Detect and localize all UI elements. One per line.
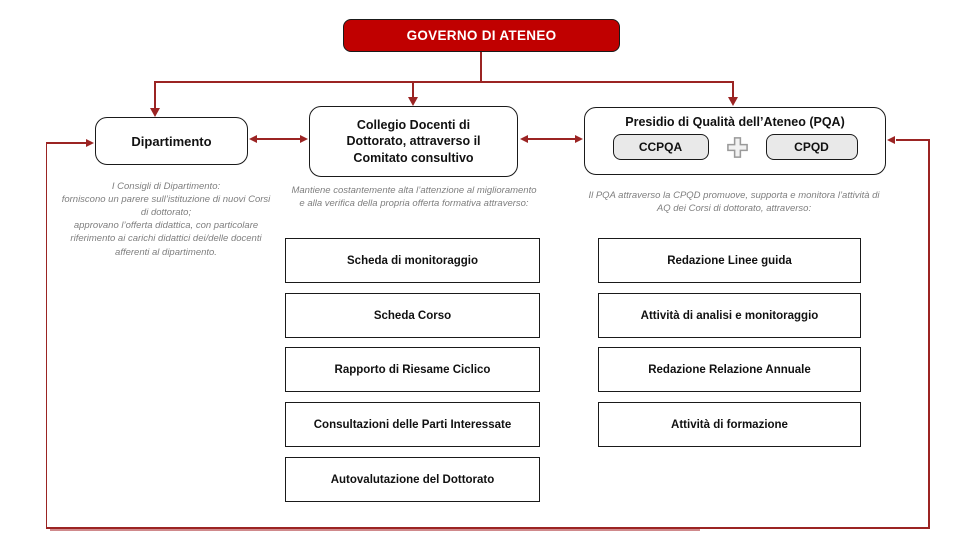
item-label: Attività di formazione xyxy=(671,418,788,431)
connector-drop-dipartimento xyxy=(154,81,156,108)
collegio-docenti-node xyxy=(309,106,518,177)
pqa-description: Il PQA attraverso la CPQD promuove, supporta e monitora l’attività di AQ dei Corsi di dottorato, attraverso: xyxy=(588,190,880,215)
item-label: Consultazioni delle Parti Interessate xyxy=(313,418,512,431)
item-consultazioni-parti-interessate xyxy=(285,402,540,447)
ccpqa-subnode xyxy=(613,134,709,160)
connector-drop-collegio xyxy=(412,81,414,98)
connector-drop-pqa xyxy=(732,81,734,98)
dipartimento-description xyxy=(57,180,275,259)
connector-loop-left-horizontal xyxy=(46,142,87,144)
arrowhead-left-dipartimento-icon xyxy=(249,135,257,143)
item-label: Redazione Relazione Annuale xyxy=(648,363,811,376)
connector-root-crossbar xyxy=(154,81,734,83)
connector-loop-right-vertical xyxy=(928,139,930,528)
item-label: Scheda Corso xyxy=(373,309,452,322)
dipartimento-description-line: I Consigli di Dipartimento: xyxy=(111,181,221,192)
arrowhead-down-dipartimento-icon xyxy=(150,108,160,117)
connector-loop-left-vertical xyxy=(46,142,48,528)
item-redazione-relazione-annuale xyxy=(598,347,861,392)
plus-icon xyxy=(726,136,749,159)
connector-loop-right-horizontal xyxy=(896,139,929,141)
item-label: Autovalutazione del Dottorato xyxy=(330,473,495,486)
dipartimento-description-line: forniscono un parere sull’istituzione di nuovi Corsi di dottorato; xyxy=(61,194,271,219)
pqa-subboxes-row xyxy=(585,134,885,160)
item-label: Rapporto di Riesame Ciclico xyxy=(334,363,491,376)
arrowhead-right-pqa-icon xyxy=(575,135,583,143)
arrowhead-into-dipartimento-icon xyxy=(86,139,94,147)
collegio-docenti-label: Collegio Docenti di Dottorato, attraverso il Comitato consultivo xyxy=(346,117,481,165)
item-scheda-di-monitoraggio xyxy=(285,238,540,283)
connector-dipartimento-collegio xyxy=(255,138,303,140)
item-redazione-linee-guida xyxy=(598,238,861,283)
arrowhead-into-pqa-icon xyxy=(887,136,895,144)
dipartimento-node xyxy=(95,117,248,165)
item-rapporto-riesame-ciclico xyxy=(285,347,540,392)
arrowhead-left-collegio-icon xyxy=(520,135,528,143)
item-autovalutazione-dottorato xyxy=(285,457,540,502)
item-attivita-analisi-monitoraggio xyxy=(598,293,861,338)
cpqd-label: CPQD xyxy=(794,140,829,154)
collegio-description: Mantiene costantemente alta l’attenzione al miglioramento e alla verifica della propria offerta formativa attraverso: xyxy=(291,185,537,210)
connector-root-stem xyxy=(480,51,482,82)
cpqd-subnode xyxy=(766,134,858,160)
arrowhead-down-pqa-icon xyxy=(728,97,738,106)
item-scheda-corso xyxy=(285,293,540,338)
governo-di-ateneo-label: GOVERNO DI ATENEO xyxy=(406,28,557,43)
item-label: Redazione Linee guida xyxy=(667,254,792,267)
item-attivita-formazione xyxy=(598,402,861,447)
ccpqa-label: CCPQA xyxy=(638,140,683,154)
arrowhead-down-collegio-icon xyxy=(408,97,418,106)
arrowhead-right-collegio-icon xyxy=(300,135,308,143)
connector-collegio-pqa xyxy=(526,138,578,140)
dipartimento-label: Dipartimento xyxy=(131,133,212,149)
governo-di-ateneo-node xyxy=(343,19,620,52)
item-label: Attività di analisi e monitoraggio xyxy=(640,309,819,322)
pqa-node xyxy=(584,107,886,175)
pqa-label: Presidio di Qualità dell’Ateneo (PQA) xyxy=(625,115,845,129)
item-label: Scheda di monitoraggio xyxy=(347,254,478,267)
dipartimento-description-line: approvano l’offerta didattica, con particolare riferimento ai carichi didattici dei/delle docenti afferenti al dipartimento. xyxy=(70,220,262,258)
connector-loop-bottom-shadow xyxy=(50,529,700,532)
